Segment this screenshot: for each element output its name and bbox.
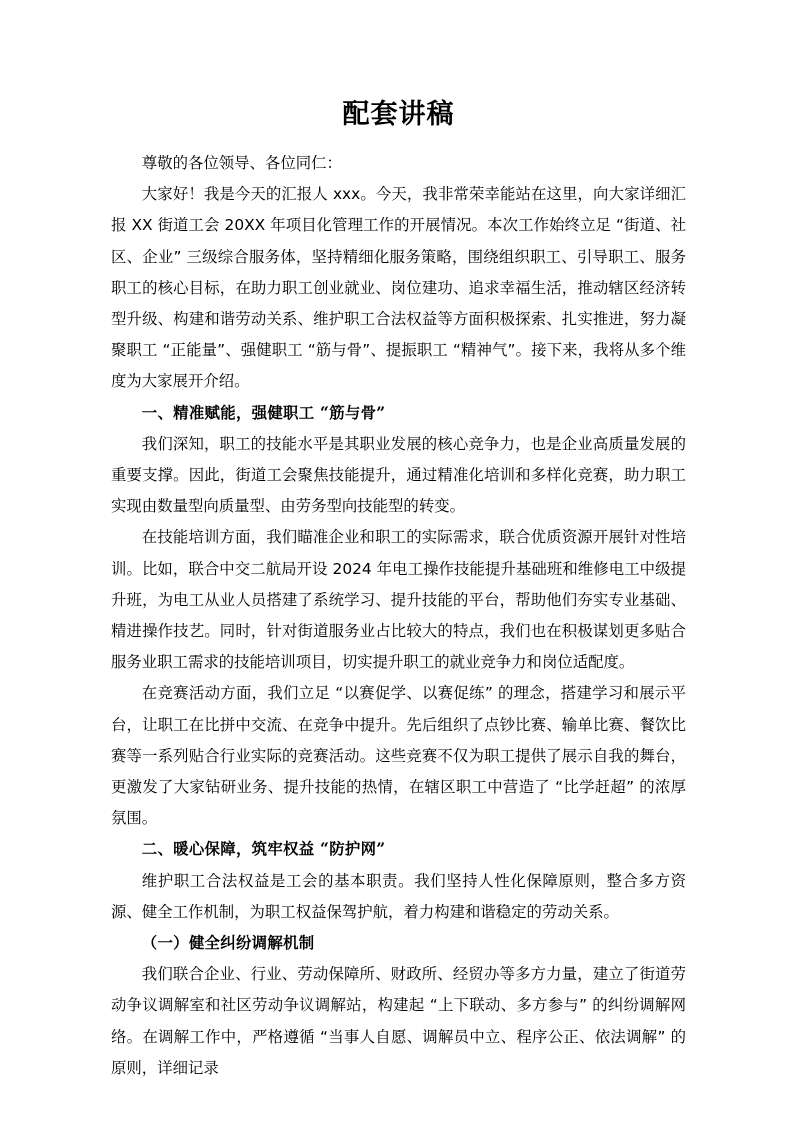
document-body <box>111 148 686 1084</box>
training-paragraph: 在技能培训方面，我们瞄准企业和职工的实际需求，联合优质资源开展针对性培训。比如，联合中交二航局开设 2024 年电工操作技能提升基础班和维修电工中级提升班，为电工从业人员搭建了系统学习、提升技能的平台，帮助他们夯实专业基础、精进操作技艺。同时，针对街道服务业占比较大的特点，我们也在积极谋划更多贴合服务业职工需求的技能培训项目，切实提升职工的就业竞争力和岗位适配度。 <box>111 528 686 672</box>
competition-paragraph: 在竞赛活动方面，我们立足 “以赛促学、以赛促练” 的理念，搭建学习和展示平台，让职工在比拼中交流、在竞争中提升。先后组织了点钞比赛、输单比赛、餐饮比赛等一系列贴合行业实际的竞赛活动。这些竞赛不仅为职工提供了展示自我的舞台，更激发了大家钻研业务、提升技能的热情，在辖区职工中营造了 “比学赶超” 的浓厚氛围。 <box>111 684 686 828</box>
section-heading-one: 一、精准赋能，强健职工 “筋与骨” <box>141 403 386 422</box>
section-heading-two: 二、暖心保障，筑牢权益 “防护网” <box>141 840 386 859</box>
subsection-heading-one: （一）健全纠纷调解机制 <box>141 934 315 953</box>
rights-protection-paragraph: 维护职工合法权益是工会的基本职责。我们坚持人性化保障原则，整合多方资源、健全工作机制，为职工权益保驾护航，着力构建和谐稳定的劳动关系。 <box>111 871 686 921</box>
document-content <box>111 0 686 1084</box>
opening-paragraph: 大家好！我是今天的汇报人 xxx。今天，我非常荣幸能站在这里，向大家详细汇报 XX 街道工会 20XX 年项目化管理工作的开展情况。本次工作始终立足 “街道、社区、企业” 三级综合服务体，坚持精细化服务策略，围绕组织职工、引导职工、服务职工的核心目标，在助力职工创业就业、岗位建功、追求幸福生活，推动辖区经济转型升级、构建和谐劳动关系、维护职工合法权益等方面积极探索、扎实推进，努力凝聚职工 “正能量”、强健职工 “筋与骨”、提振职工 “精神气”。接下来，我将从多个维度为大家展开介绍。 <box>111 185 686 391</box>
page-title: 配套讲稿 <box>342 99 455 130</box>
skill-level-paragraph: 我们深知，职工的技能水平是其职业发展的核心竞争力，也是企业高质量发展的重要支撑。因此，街道工会聚焦技能提升，通过精准化培训和多样化竞赛，助力职工实现由数量型向质量型、由劳务型向技能型的转变。 <box>111 434 686 516</box>
salutation-paragraph: 尊敬的各位领导、各位同仁： <box>141 154 342 172</box>
mediation-paragraph: 我们联合企业、行业、劳动保障所、财政所、经贸办等多方力量，建立了街道劳动争议调解室和社区劳动争议调解站，构建起 “上下联动、多方参与” 的纠纷调解网络。在调解工作中，严格遵循 “当事人自愿、调解员中立、程序公正、依法调解” 的原则，详细记录 <box>111 965 686 1077</box>
